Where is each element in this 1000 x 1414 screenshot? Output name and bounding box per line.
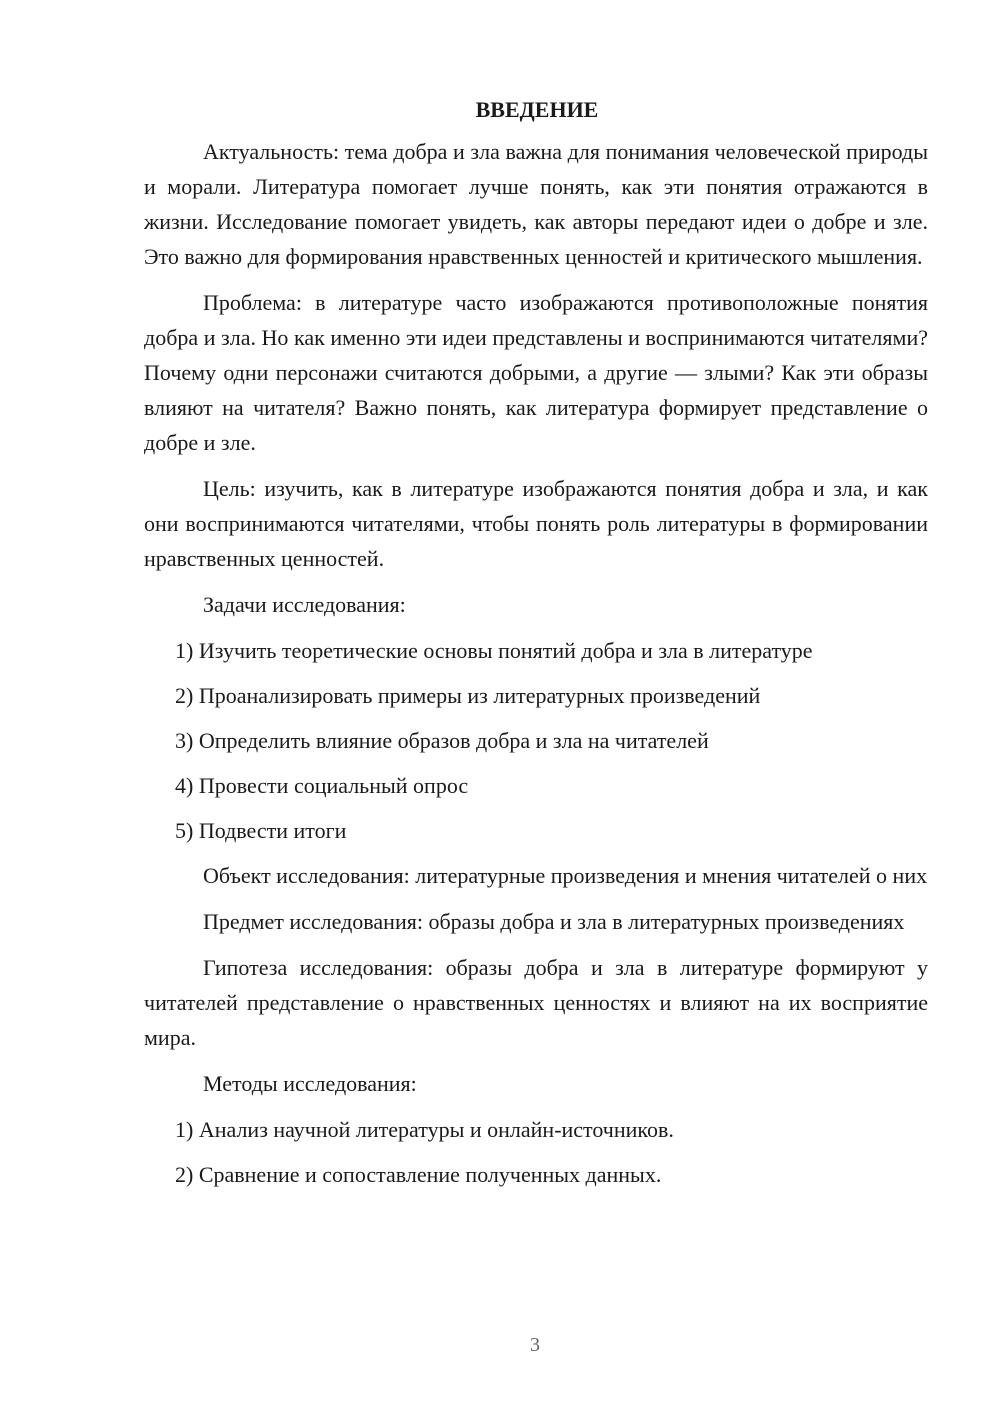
task-item: 1) Изучить теоретические основы понятий добра и зла в литературе bbox=[175, 638, 813, 663]
method-item: 1) Анализ научной литературы и онлайн-источников. bbox=[175, 1117, 674, 1142]
methods-title: Методы исследования: bbox=[203, 1071, 417, 1096]
method-item: 2) Сравнение и сопоставление полученных данных. bbox=[175, 1162, 662, 1187]
subject-paragraph: Предмет исследования: образы добра и зла в литературных произведениях bbox=[203, 909, 905, 934]
task-item: 4) Провести социальный опрос bbox=[175, 773, 469, 798]
task-item: 2) Проанализировать примеры из литературных произведений bbox=[175, 683, 761, 708]
goal-paragraph: Цель: изучить, как в литературе изображаются понятия добра и зла, и как они воспринимаются читателями, чтобы понять роль литературы в формировании нравственных ценностей. bbox=[144, 476, 928, 571]
problem-paragraph: Проблема: в литературе часто изображаются противоположные понятия добра и зла. Но как именно эти идеи представлены и воспринимаются читателями? Почему одни персонажи считаются добрыми, а другие — злыми? Как эти образы влияют на читателя? Важно понять, как литература формирует представление о добре и зле. bbox=[144, 290, 928, 455]
relevance-paragraph: Актуальность: тема добра и зла важна для понимания человеческой природы и морали. Литература помогает лучше понять, как эти понятия отражаются в жизни. Исследование помогает увидеть, как авторы передают идеи о добре и зле. Это важно для формирования нравственных ценностей и критического мышления. bbox=[144, 139, 928, 269]
page-number: 3 bbox=[530, 1334, 540, 1356]
document-page bbox=[144, 92, 928, 1202]
tasks-title: Задачи исследования: bbox=[203, 592, 406, 617]
section-heading: ВВЕДЕНИЕ bbox=[475, 97, 599, 122]
object-paragraph: Объект исследования: литературные произведения и мнения читателей о них bbox=[203, 863, 928, 888]
task-item: 3) Определить влияние образов добра и зла на читателей bbox=[175, 728, 709, 753]
task-item: 5) Подвести итоги bbox=[175, 818, 347, 843]
hypothesis-paragraph: Гипотеза исследования: образы добра и зла в литературе формируют у читателей представление о нравственных ценностях и влияют на их восприятие мира. bbox=[144, 955, 928, 1050]
